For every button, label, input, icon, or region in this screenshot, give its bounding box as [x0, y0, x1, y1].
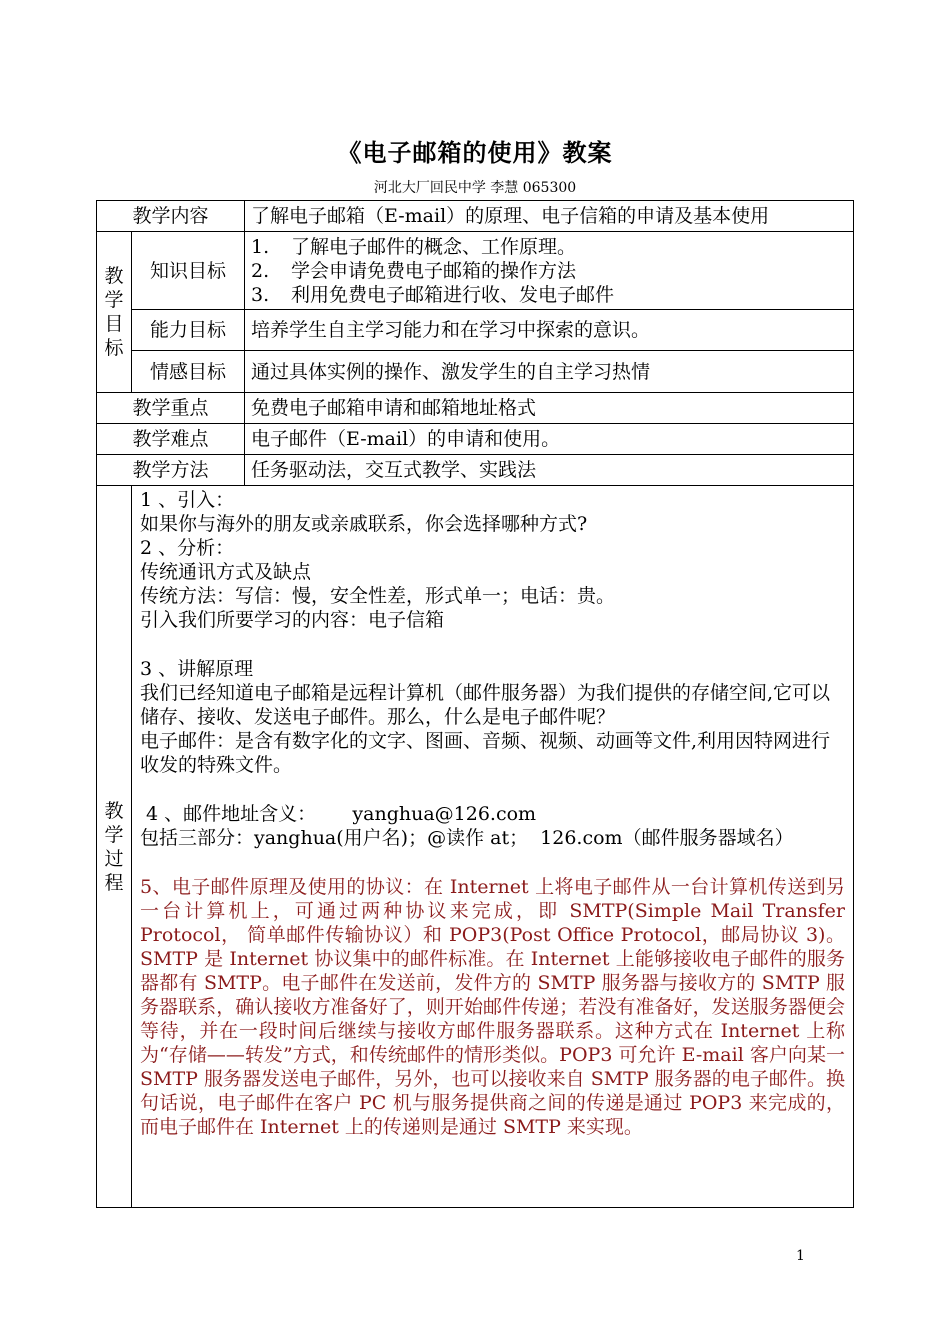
process-label-char: 学	[104, 823, 124, 846]
method-label: 教学方法	[97, 455, 245, 486]
process-label	[97, 486, 132, 1208]
row-key-point	[97, 393, 854, 424]
key-point-value: 免费电子邮箱申请和邮箱地址格式	[245, 393, 854, 424]
row-ability	[97, 310, 854, 351]
difficulty-value: 电子邮件（E-mail）的申请和使用。	[245, 424, 854, 455]
method-value: 任务驱动法，交互式教学、实践法	[245, 455, 854, 486]
paragraph: 包括三部分：yanghua(用户名)；@读作 at； 126.com（邮件服务器域名）	[140, 827, 794, 849]
paragraph: 我们已经知道电子邮箱是远程计算机（邮件服务器）为我们提供的存储空间,它可以储存、接收、发送电子邮件。那么，什么是电子邮件呢？	[140, 682, 831, 728]
document-title: 《电子邮箱的使用》教案	[337, 138, 613, 167]
emotion-label: 情感目标	[132, 351, 245, 393]
section-heading: 2 、分析：	[140, 537, 235, 559]
ability-label: 能力目标	[132, 310, 245, 351]
goals-label-char: 学	[104, 289, 124, 311]
list-item: 3. 利用免费电子邮箱进行收、发电子邮件	[251, 283, 615, 306]
list-item: 2. 学会申请免费电子邮箱的操作方法	[251, 259, 577, 282]
goals-label-char: 目	[104, 313, 124, 335]
protocol-paragraph: 5、电子邮件原理及使用的协议：在 Internet 上将电子邮件从一台计算机传送到另一台计算机上，可通过两种协议来完成，即 SMTP(Simple Mail Transfer Protocol， 简单邮件传输协议）和 POP3(Post Office Protocol，邮局协议 3)。SMTP 是 Internet 协议集中的邮件标准。在 Internet 上能够接收电子邮件的服务器都有 SMTP。电子邮件在发送前，发件方的 SMTP 服务器与接收方的 SMTP 服务器联系，确认接收方准备好了，则开始邮件传递；若没有准备好，发送服务器便会等待，并在一段时间后继续与接收方邮件服务器联系。这种方式在 Internet 上称为“存储——转发”方式，和传统邮件的情形类似。POP3 可允许 E-mail 客户向某一 SMTP 服务器发送电子邮件，另外，也可以接收来自 SMTP 服务器的电子邮件。换句话说，电子邮件在客户 PC 机与服务提供商之间的传递是通过 POP3 来完成的，而电子邮件在 Internet 上的传递则是通过 SMTP 来实现。	[140, 876, 845, 1138]
paragraph: 传统方法：写信：慢，安全性差，形式单一；电话：贵。	[140, 585, 616, 607]
paragraph: 电子邮件：是含有数字化的文字、图画、音频、视频、动画等文件,利用因特网进行收发的特殊文件。	[140, 730, 831, 776]
section-heading: 3 、讲解原理	[140, 658, 254, 680]
row-emotion	[97, 351, 854, 393]
lesson-plan-table	[96, 200, 854, 1208]
page-number: 1	[796, 1248, 805, 1264]
section-heading: 4 、邮件地址含义： yanghua@126.com	[140, 803, 537, 825]
ability-value: 培养学生自主学习能力和在学习中探索的意识。	[245, 310, 854, 351]
row-knowledge	[97, 232, 854, 310]
row-difficulty	[97, 424, 854, 455]
paragraph: 引入我们所要学习的内容：电子信箱	[140, 609, 445, 631]
knowledge-list	[245, 232, 854, 310]
process-label-char: 过	[104, 847, 124, 870]
document-subtitle: 河北大厂回民中学 李慧 065300	[373, 180, 577, 196]
paragraph: 传统通讯方式及缺点	[140, 561, 312, 583]
section-heading: 1 、引入：	[140, 489, 235, 511]
emotion-value: 通过具体实例的操作、激发学生的自主学习热情	[245, 351, 854, 393]
row-method	[97, 455, 854, 486]
difficulty-label: 教学难点	[97, 424, 245, 455]
row-process	[97, 486, 854, 1208]
list-item: 1. 了解电子邮件的概念、工作原理。	[251, 235, 577, 258]
row-content	[97, 201, 854, 232]
content-label: 教学内容	[97, 201, 245, 232]
goals-label-char: 教	[104, 265, 124, 287]
paragraph: 如果你与海外的朋友或亲戚联系，你会选择哪种方式?	[140, 513, 588, 535]
content-value: 了解电子邮箱（E-mail）的原理、电子信箱的申请及基本使用	[245, 201, 854, 232]
process-label-char: 教	[104, 799, 124, 822]
process-label-char: 程	[104, 871, 124, 894]
process-content	[132, 486, 854, 1208]
knowledge-label: 知识目标	[132, 232, 245, 310]
goals-label-char: 标	[104, 337, 124, 359]
key-point-label: 教学重点	[97, 393, 245, 424]
goals-group-label	[97, 232, 132, 393]
